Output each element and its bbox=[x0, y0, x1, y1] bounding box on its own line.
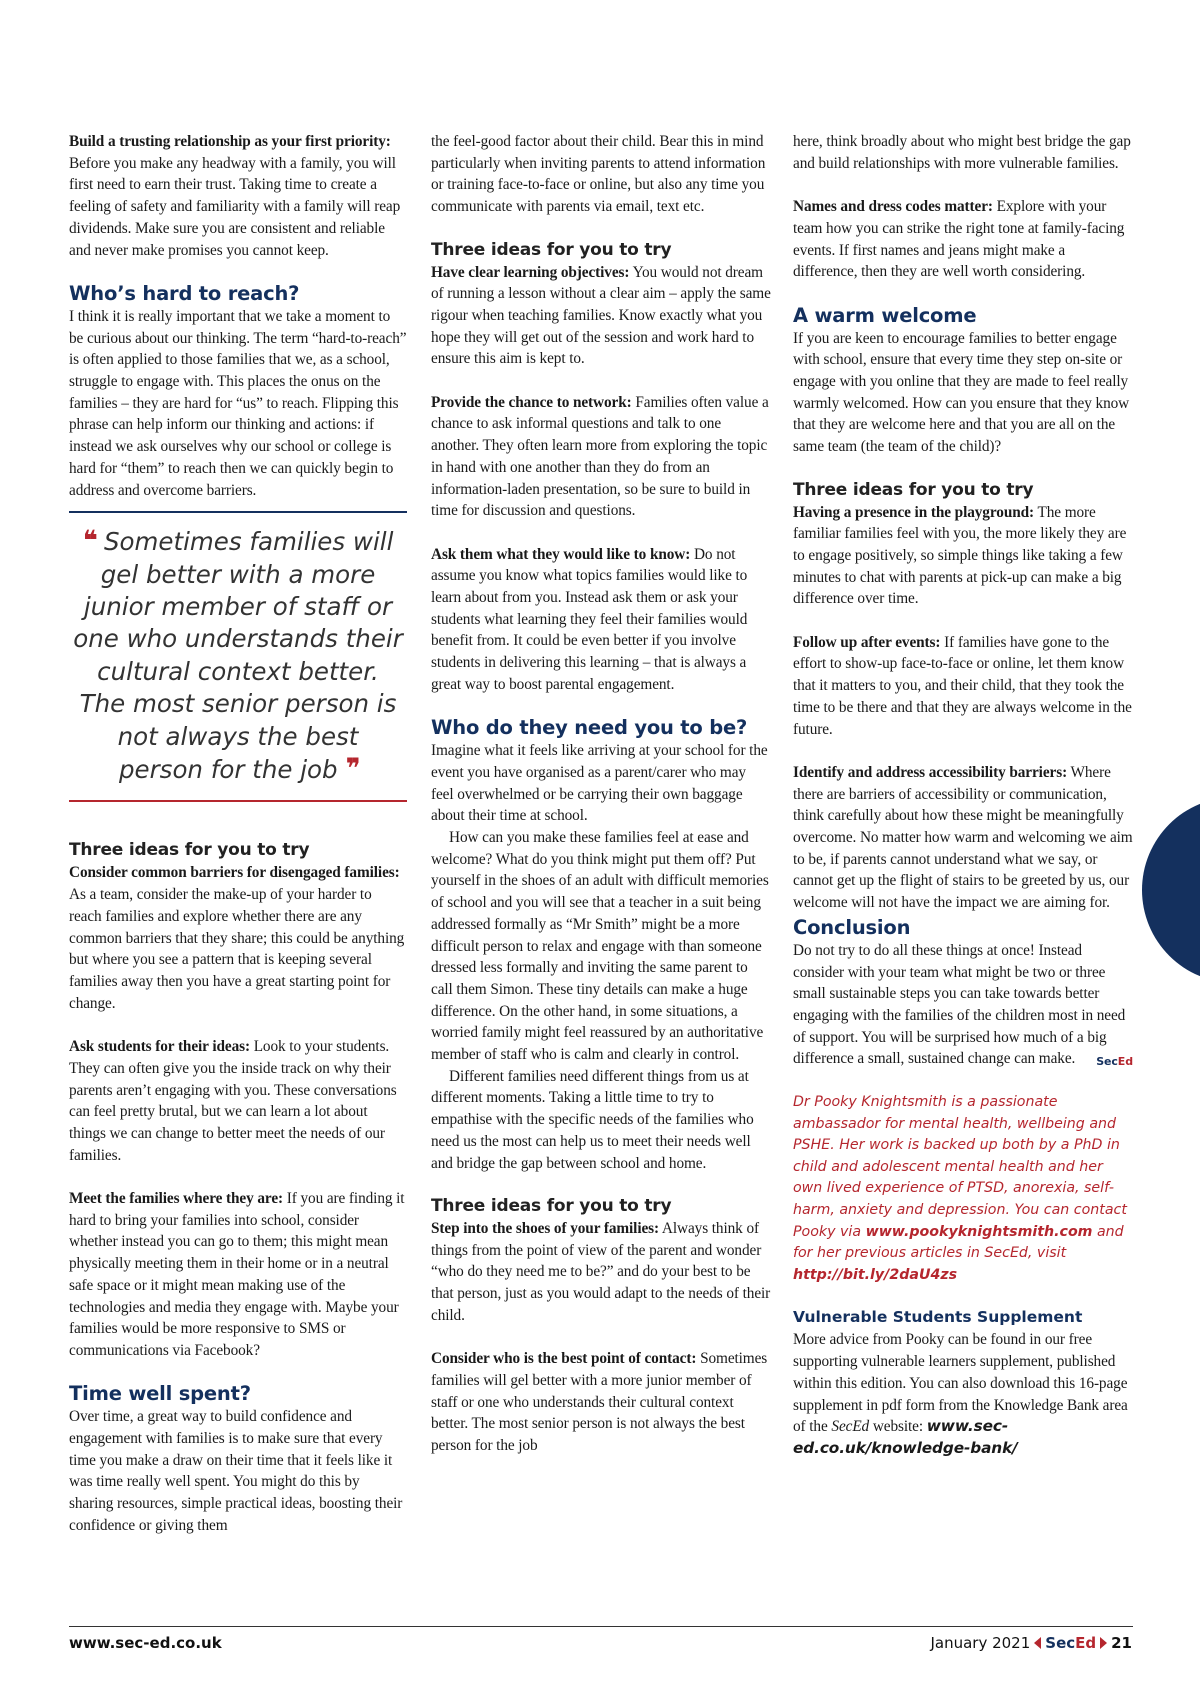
issue-date: January 2021 bbox=[930, 1634, 1031, 1652]
paragraph: Imagine what it feels like arriving at your school for the event you have organised as a parent/carer who may feel overwhelmed or be carrying their own baggage about their time at school. bbox=[431, 742, 768, 825]
paragraph: Do not try to do all these things at once! Instead consider with your team what might be two or three small sustainable steps you can take towards better engaging with the families of the children most in need of support. You will be surprised how much of a big difference a small, sustained change can make. SecEd bbox=[793, 940, 1133, 1070]
paragraph: Step into the shoes of your families: Always think of things from the point of view of the parent and wonder “who do they need me to be?” and do your best to be that person, just as you would adapt to the needs of their child. bbox=[431, 1219, 771, 1324]
arrow-right-icon bbox=[1100, 1637, 1107, 1649]
heading-time-well-spent: Time well spent? bbox=[69, 1382, 251, 1406]
author-bio: Dr Pooky Knightsmith is a passionate ambassador for mental health, wellbeing and PSHE. Her work is backed up both by a PhD in child and adolescent mental health and her own lived experience of PTSD, anorexia, self-harm, anxiety and depression. You can contact Pooky via www.pookyknightsmith.com and for her previous articles in SecEd, visit http://bit.ly/2daU4zs bbox=[793, 1094, 1127, 1283]
supplement-title: Vulnerable Students Supplement bbox=[793, 1308, 1083, 1327]
paragraph: Build a trusting relationship as your first priority: Before you make any headway with a family, you will first need to earn their trust. Taking time to create a feeling of safety and familiarity with a family will reap dividends. Make sure you are consistent and reliable and never make promises you cannot keep. bbox=[69, 133, 401, 259]
paragraph: Follow up after events: If families have gone to the effort to show-up face-to-face or online, let them know that it matters to you, and their child, that they took the time to be there and that they are always welcome in the future. bbox=[793, 633, 1132, 738]
seced-signoff-logo: SecEd bbox=[1096, 1055, 1133, 1069]
paragraph: the feel-good factor about their child. Bear this in mind particularly when inviting parents to attend information or training face-to-face or online, but also any time you communicate with parents via email, text etc. bbox=[431, 133, 766, 216]
open-quote-icon: ❛❛ bbox=[82, 524, 94, 558]
column-1 bbox=[69, 131, 407, 1537]
paragraph: Have clear learning objectives: You would not dream of running a lesson without a clear aim – apply the same rigour when teaching families. Know exactly what you hope they will get out of the session and work hard to ensure this aim is kept to. bbox=[431, 263, 771, 368]
paragraph: Meet the families where they are: If you are finding it hard to bring your families into school, consider whether instead you can go to them; this might mean physically meeting them in their home or in a neutral safe space or it might mean making use of the technologies and media they engage with. Maybe your families would be more responsive to SMS or communications via Facebook? bbox=[69, 1190, 405, 1359]
pull-quote bbox=[69, 511, 407, 802]
section-tab-marker bbox=[1142, 797, 1200, 983]
column-2 bbox=[431, 131, 771, 1457]
footer-website[interactable]: www.sec-ed.co.uk bbox=[69, 1634, 222, 1652]
paragraph: Different families need different things from us at different moments. Taking a little time to try to empathise with the specific needs of the families who need us the most can help us to meet their needs well and bridge the gap between school and home. bbox=[431, 1067, 754, 1172]
heading-three-ideas: Three ideas for you to try bbox=[793, 479, 1034, 500]
pull-quote-text: Sometimes families will gel better with a more junior member of staff or one who understands their cultural context better. The most senior person is not always the best person for the job bbox=[73, 527, 403, 785]
paragraph: Having a presence in the playground: The more familiar families feel with you, the more likely they are to engage positively, so simple things like taking a few minutes to chat with parents at pick-up can make a big difference over time. bbox=[793, 503, 1127, 608]
paragraph: I think it is really important that we take a moment to be curious about our thinking. The term “hard-to-reach” is often applied to those families that we, as a school, struggle to engage with. This places the onus on the families – they are hard for “us” to reach. Flipping this phrase can help inform our thinking and actions: if instead we ask ourselves why our school or college is hard for “them” to reach then we can quickly begin to address and overcome barriers. bbox=[69, 307, 407, 499]
seced-logo: SecEd bbox=[1045, 1634, 1097, 1652]
arrow-left-icon bbox=[1034, 1637, 1041, 1649]
heading-three-ideas: Three ideas for you to try bbox=[431, 239, 672, 260]
supplement-paragraph: More advice from Pooky can be found in our free supporting vulnerable learners supplement, published within this edition. You can also download this 16-page supplement in pdf form from the Knowledge Bank area of the SecEd website: www.sec-ed.co.uk/knowledge-bank/ bbox=[793, 1331, 1128, 1457]
column-3 bbox=[793, 131, 1133, 1460]
footer-folio bbox=[930, 1634, 1132, 1652]
paragraph: Ask students for their ideas: Look to your students. They can often give you the inside track on why their parents aren’t engaging with you. These conversations can feel pretty brutal, but we can learn a lot about things we can change to better meet the needs of our families. bbox=[69, 1038, 397, 1164]
paragraph: Identify and address accessibility barriers: Where there are barriers of accessibility or communication, think carefully about how these might be meaningfully overcome. No matter how warm and welcoming we aim to be, if parents cannot understand what we say, or cannot get up the flight of stairs to be greeted by us, our welcome will not have the impact we are aiming for. bbox=[793, 763, 1133, 912]
close-quote-icon: ❜❜ bbox=[345, 752, 357, 786]
heading-three-ideas: Three ideas for you to try bbox=[69, 840, 310, 861]
paragraph: Names and dress codes matter: Explore with your team how you can strike the right tone at family-facing events. If first names and jeans might make a difference, then they are well worth considering. bbox=[793, 198, 1125, 281]
paragraph: Provide the chance to network: Families often value a chance to ask informal questions and talk to one another. They often learn more from exploring the topic in hand with one another than they do from an information-laden presentation, so be sure to build in time for discussion and questions. bbox=[431, 393, 769, 520]
author-website-link[interactable]: www.pookyknightsmith.com bbox=[865, 1223, 1093, 1240]
knowledge-bank-link[interactable]: www.sec-ed.co.uk/knowledge-bank/ bbox=[793, 1417, 1018, 1457]
heading-a-warm-welcome: A warm welcome bbox=[793, 303, 977, 327]
previous-articles-link[interactable]: http://bit.ly/2daU4zs bbox=[793, 1266, 958, 1283]
paragraph: How can you make these families feel at ease and welcome? What do you think might put them off? Put yourself in the shoes of an adult with difficult memories of school and you will see that a teacher in a suit being addressed formally as “Mr Smith” might be a more difficult person to relax and engage with than someone dressed less formally and inviting the same parent to call them Simon. These tiny details can make a huge difference. On the other hand, in some situations, a worried family might feel reassured by an authoritative member of staff who is calm and clearly in control. bbox=[431, 829, 769, 1064]
page-number: 21 bbox=[1111, 1634, 1132, 1652]
paragraph: Consider common barriers for disengaged families: As a team, consider the make-up of your harder to reach families and explore whether there are any common barriers that they share; this could be anything but where you see a pattern that is keeping several families away then you have a great starting point for change. bbox=[69, 864, 405, 1012]
paragraph: If you are keen to encourage families to better engage with school, ensure that every time they step on-site or engage with you online that they are made to feel really warmly welcomed. How can you ensure that they know that they are welcome here and that you are all on the same team (the team of the child)? bbox=[793, 329, 1130, 456]
heading-three-ideas: Three ideas for you to try bbox=[431, 1195, 672, 1216]
paragraph: Over time, a great way to build confidence and engagement with families is to make sure that every time you make a draw on their time that it feels like it was time really well spent. You might do this by sharing resources, simple practical ideas, boosting their confidence or giving them bbox=[69, 1408, 403, 1534]
footer-rule bbox=[69, 1626, 1133, 1627]
heading-who-do-they-need: Who do they need you to be? bbox=[431, 716, 748, 740]
heading-whos-hard-to-reach: Who’s hard to reach? bbox=[69, 281, 300, 305]
paragraph: Consider who is the best point of contact: Sometimes families will gel better with a more junior member of staff or one who understands their cultural context better. The most senior person is not always the best person for the job bbox=[431, 1350, 768, 1454]
paragraph: here, think broadly about who might best bridge the gap and build relationships with more vulnerable families. bbox=[793, 133, 1131, 172]
heading-conclusion: Conclusion bbox=[793, 915, 911, 939]
paragraph: Ask them what they would like to know: Do not assume you know what topics families would like to learn about from you. Instead ask them or ask your students what learning they feel their families would benefit from. It could be even better if you involve students in delivering this learning – that is always a great way to boost parental engagement. bbox=[431, 545, 748, 693]
